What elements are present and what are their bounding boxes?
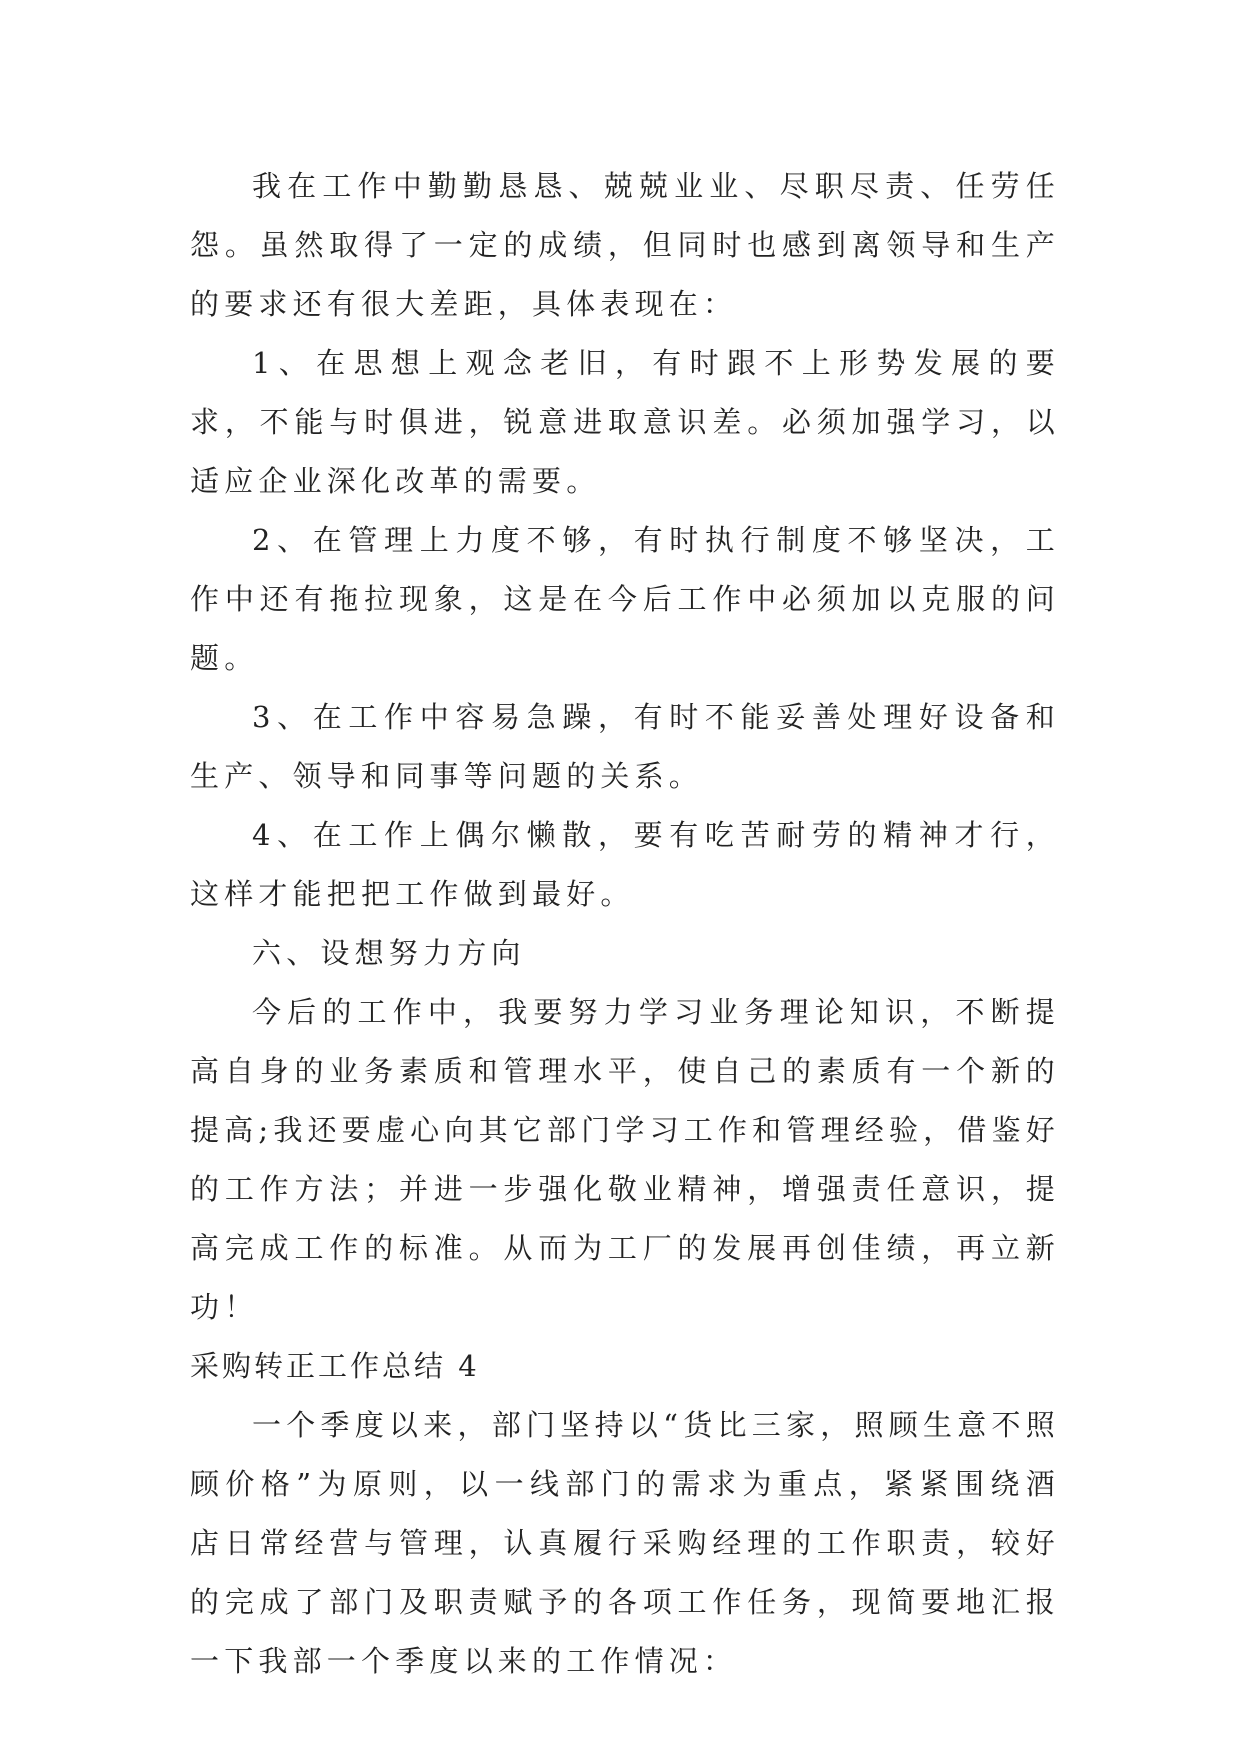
document-body (190, 157, 1060, 1691)
paragraph-item-2: 2、在管理上力度不够，有时执行制度不够坚决，工作中还有拖拉现象，这是在今后工作中必须加以克服的问题。 (190, 523, 1060, 675)
paragraph-future-plan: 今后的工作中，我要努力学习业务理论知识，不断提高自身的业务素质和管理水平，使自己的素质有一个新的提高;我还要虚心向其它部门学习工作和管理经验，借鉴好的工作方法；并进一步强化敬业精神，增强责任意识，提高完成工作的标准。从而为工厂的发展再创佳绩，再立新功！ (190, 995, 1060, 1324)
section-title: 采购转正工作总结 4 (190, 1349, 480, 1383)
subheading-direction: 六、设想努力方向 (252, 936, 526, 970)
paragraph-quarter-summary: 一个季度以来，部门坚持以“货比三家，照顾生意不照顾价格”为原则，以一线部门的需求为重点，紧紧围绕酒店日常经营与管理，认真履行采购经理的工作职责，较好的完成了部门及职责赋予的各项工作任务，现简要地汇报一下我部一个季度以来的工作情况： (190, 1408, 1060, 1678)
paragraph-intro: 我在工作中勤勤恳恳、兢兢业业、尽职尽责、任劳任怨。虽然取得了一定的成绩，但同时也感到离领导和生产的要求还有很大差距，具体表现在： (190, 169, 1060, 321)
paragraph-item-4: 4、在工作上偶尔懒散，要有吃苦耐劳的精神才行，这样才能把把工作做到最好。 (190, 818, 1060, 911)
paragraph-item-3: 3、在工作中容易急躁，有时不能妥善处理好设备和生产、领导和同事等问题的关系。 (190, 700, 1060, 793)
paragraph-item-1: 1、在思想上观念老旧，有时跟不上形势发展的要求，不能与时俱进，锐意进取意识差。必须加强学习，以适应企业深化改革的需要。 (190, 346, 1060, 498)
